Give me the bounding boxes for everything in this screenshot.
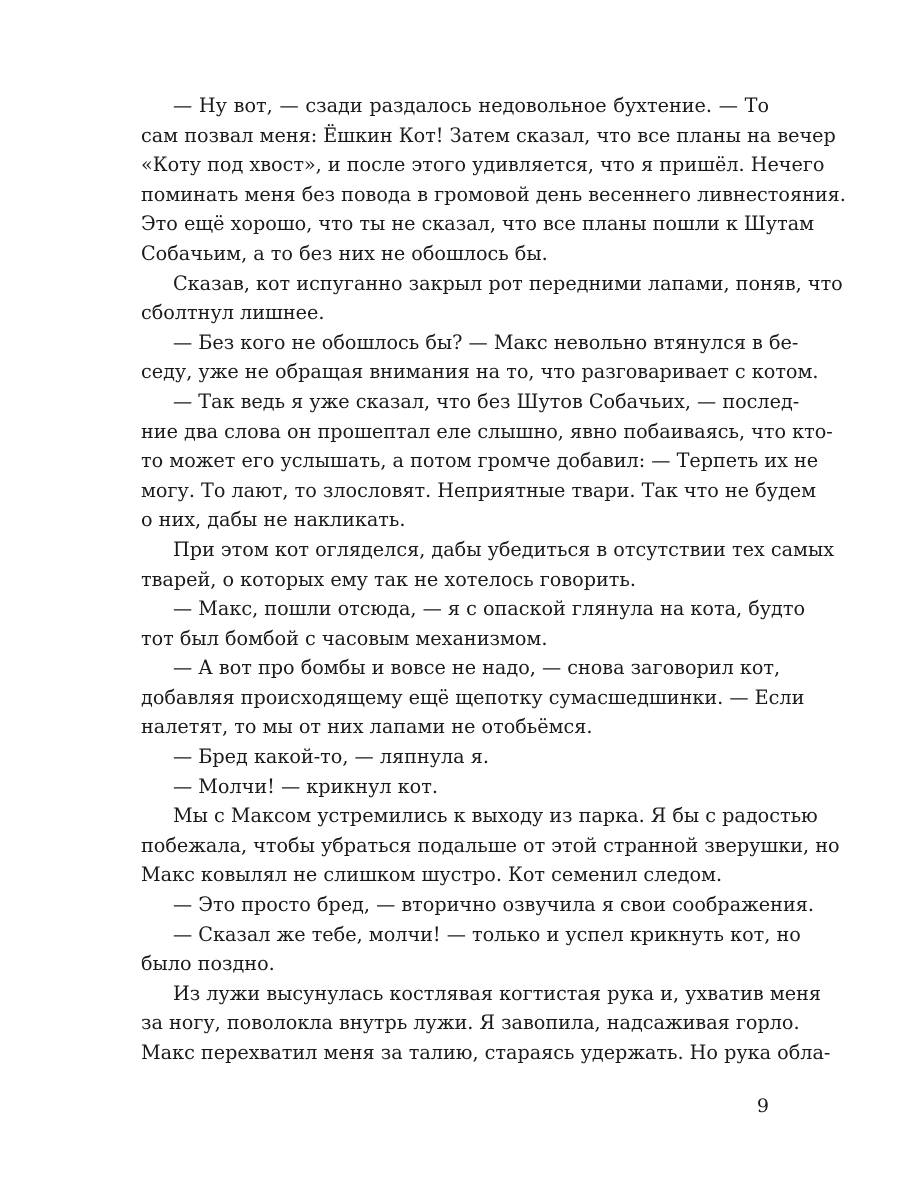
text-line: за ногу, поволокла внутрь лужи. Я завопила, надсаживая горло. [141,1011,800,1035]
text-line: седу, уже не обращая внимания на то, что разговаривает с котом. [141,360,819,384]
text-line: сболтнул лишнее. [141,301,325,325]
text-line: — Бред какой-то, — ляпнула я. [173,745,489,769]
text-line: налетят, то мы от них лапами не отобьёмся. [141,715,593,739]
text-line: ние два слова он прошептал еле слышно, явно побаиваясь, что кто- [141,419,833,443]
text-line: — Так ведь я уже сказал, что без Шутов Собачьих, — послед- [173,389,800,413]
text-line: добавляя происходящему ещё щепотку сумасшедшинки. — Если [141,685,805,709]
text-line: Мы с Максом устремились к выходу из парка. Я бы с радостью [173,804,818,828]
text-line: поминать меня без повода в громовой день весеннего ливнестояния. [141,182,846,206]
text-line: о них, дабы не накликать. [141,508,406,532]
body-text [141,91,846,1068]
text-line: — Без кого не обошлось бы? — Макс невольно втянулся в бе- [173,330,799,354]
text-line: — Ну вот, — сзади раздалось недовольное бухтение. — То [173,94,769,117]
text-line: Макс перехватил меня за талию, стараясь удержать. Но рука обла- [141,1041,831,1064]
text-line: сам позвал меня: Ёшкин Кот! Затем сказал, что все планы на вечер [141,123,836,147]
text-line: Макс ковылял не слишком шустро. Кот семенил следом. [141,863,723,887]
text-line: побежала, чтобы убраться подальше от этой странной зверушки, но [141,833,840,857]
text-line: то может его услышать, а потом громче добавил: — Терпеть их не [141,449,819,473]
text-line: было поздно. [141,952,275,976]
text-line: Из лужи высунулась костлявая когтистая рука и, ухватив меня [173,981,821,1005]
text-line: «Коту под хвост», и после этого удивляется, что я пришёл. Нечего [141,153,825,177]
text-line: тот был бомбой с часовым механизмом. [141,626,548,650]
text-line: — А вот про бомбы и вовсе не надо, — снова заговорил кот, [173,656,781,680]
text-line: Сказав, кот испуганно закрыл рот передними лапами, поняв, что [173,271,843,295]
text-line: Это ещё хорошо, что ты не сказал, что все планы пошли к Шутам [141,212,815,236]
text-line: — Сказал же тебе, молчи! — только и успел крикнуть кот, но [173,922,801,946]
text-line: тварей, о которых ему так не хотелось говорить. [141,567,636,591]
text-line: Собачьим, а то без них не обошлось бы. [141,241,548,265]
page-number: 9 [756,1095,769,1117]
text-line: — Макс, пошли отсюда, — я с опаской глянула на кота, будто [173,597,806,621]
text-line: могу. То лают, то злословят. Неприятные твари. Так что не будем [141,478,817,502]
text-line: — Это просто бред, — вторично озвучила я свои соображения. [173,893,814,917]
text-line: — Молчи! — крикнул кот. [173,774,438,798]
text-line: При этом кот огляделся, дабы убедиться в отсутствии тех самых [173,537,835,561]
